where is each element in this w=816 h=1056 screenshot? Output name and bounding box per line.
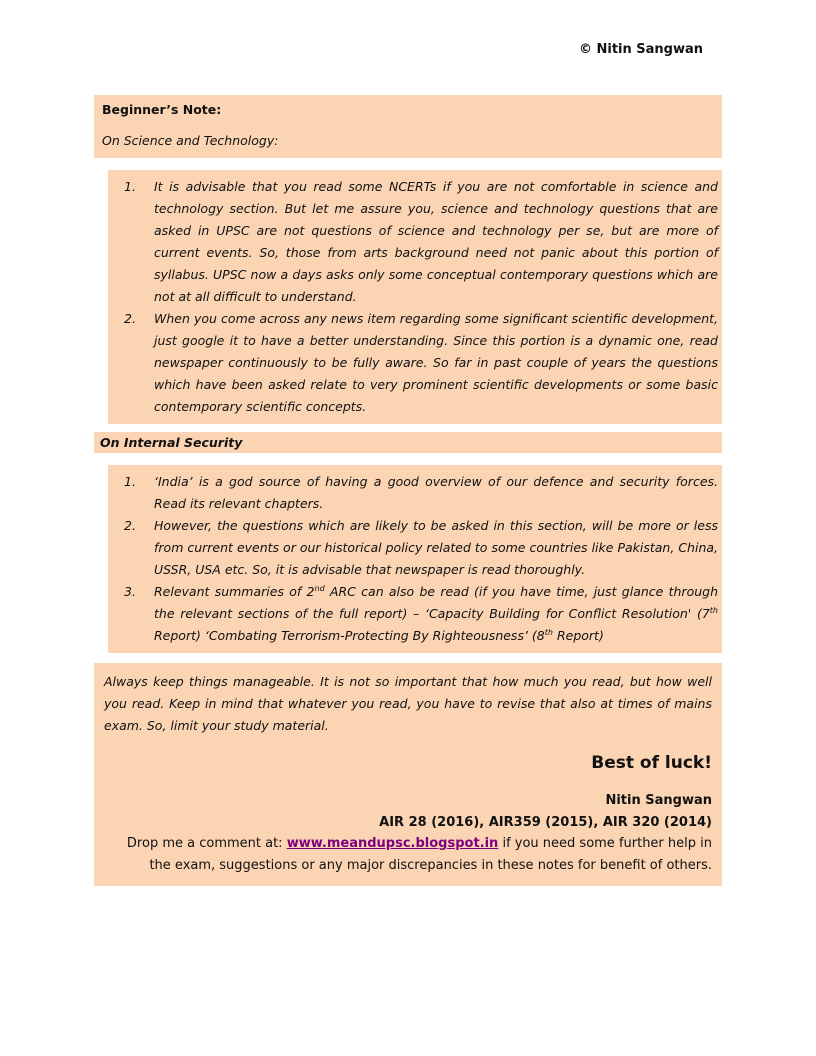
closing-advice: Always keep things manageable. It is not so important that how much you read, but how well you read. Keep in mind that whatever you read, you have to revise that also at times of mains exam. So, limit your study material. (104, 674, 712, 733)
closing-box (94, 663, 722, 886)
superscript: th (544, 627, 553, 637)
comment-invitation: Drop me a comment at: www.meandupsc.blogspot.in if you need some further help in the exam, suggestions or any major discrepancies in these notes for benefit of others. (126, 836, 712, 873)
author-ranks: AIR 28 (2016), AIR359 (2015), AIR 320 (2014) (379, 814, 712, 830)
internal-security-list-box (108, 465, 722, 653)
list-item: However, the questions which are likely to be asked in this section, will be more or less from current events or our historical policy related to some countries like Pakistan, China, USSR, USA etc. So, it is advisable that newspaper is read thoroughly. (154, 518, 718, 577)
best-of-luck-text: Best of luck! (591, 753, 712, 773)
blog-link[interactable]: www.meandupsc.blogspot.in (286, 836, 499, 851)
copyright-notice: © Nitin Sangwan (578, 42, 703, 57)
list-item: It is advisable that you read some NCERTs if you are not comfortable in science and technology section. But let me assure you, science and technology questions that are asked in UPSC are not questions of science and technology per se, but are more of current events. So, those from arts background need not panic about this portion of syllabus. UPSC now a days asks only some conceptual contemporary questions which are not at all difficult to understand. (154, 179, 718, 304)
signature-block (104, 790, 712, 876)
science-tech-list (108, 176, 718, 418)
superscript: th (709, 605, 718, 615)
superscript: nd (314, 583, 325, 593)
list-item: ‘India’ is a god source of having a good overview of our defence and security forces. Read its relevant chapters. (154, 474, 718, 511)
science-tech-list-box (108, 170, 722, 424)
document-content (94, 95, 722, 886)
author-name: Nitin Sangwan (605, 793, 712, 808)
internal-security-list (108, 471, 718, 647)
science-tech-subtitle: On Science and Technology: (102, 133, 279, 148)
list-item: When you come across any news item regarding some significant scientific development, just google it to have a better understanding. Since this portion is a dynamic one, read newspaper continuously to be fully aware. So far in past couple of years the questions which have been asked relate to very prominent scientific developments or some basic contemporary scientific concepts. (154, 311, 718, 414)
internal-security-heading: On Internal Security (94, 432, 722, 453)
beginners-note-title: Beginner’s Note: (102, 102, 222, 117)
beginners-note-box (94, 95, 722, 158)
list-item: Relevant summaries of 2nd ARC can also be read (if you have time, just glance through the relevant sections of the full report) – ‘Capacity Building for Conflict Resolution' (7th Report) ‘Combating Terrorism-Protecting By Righteousness’ (8th Report) (154, 583, 719, 643)
